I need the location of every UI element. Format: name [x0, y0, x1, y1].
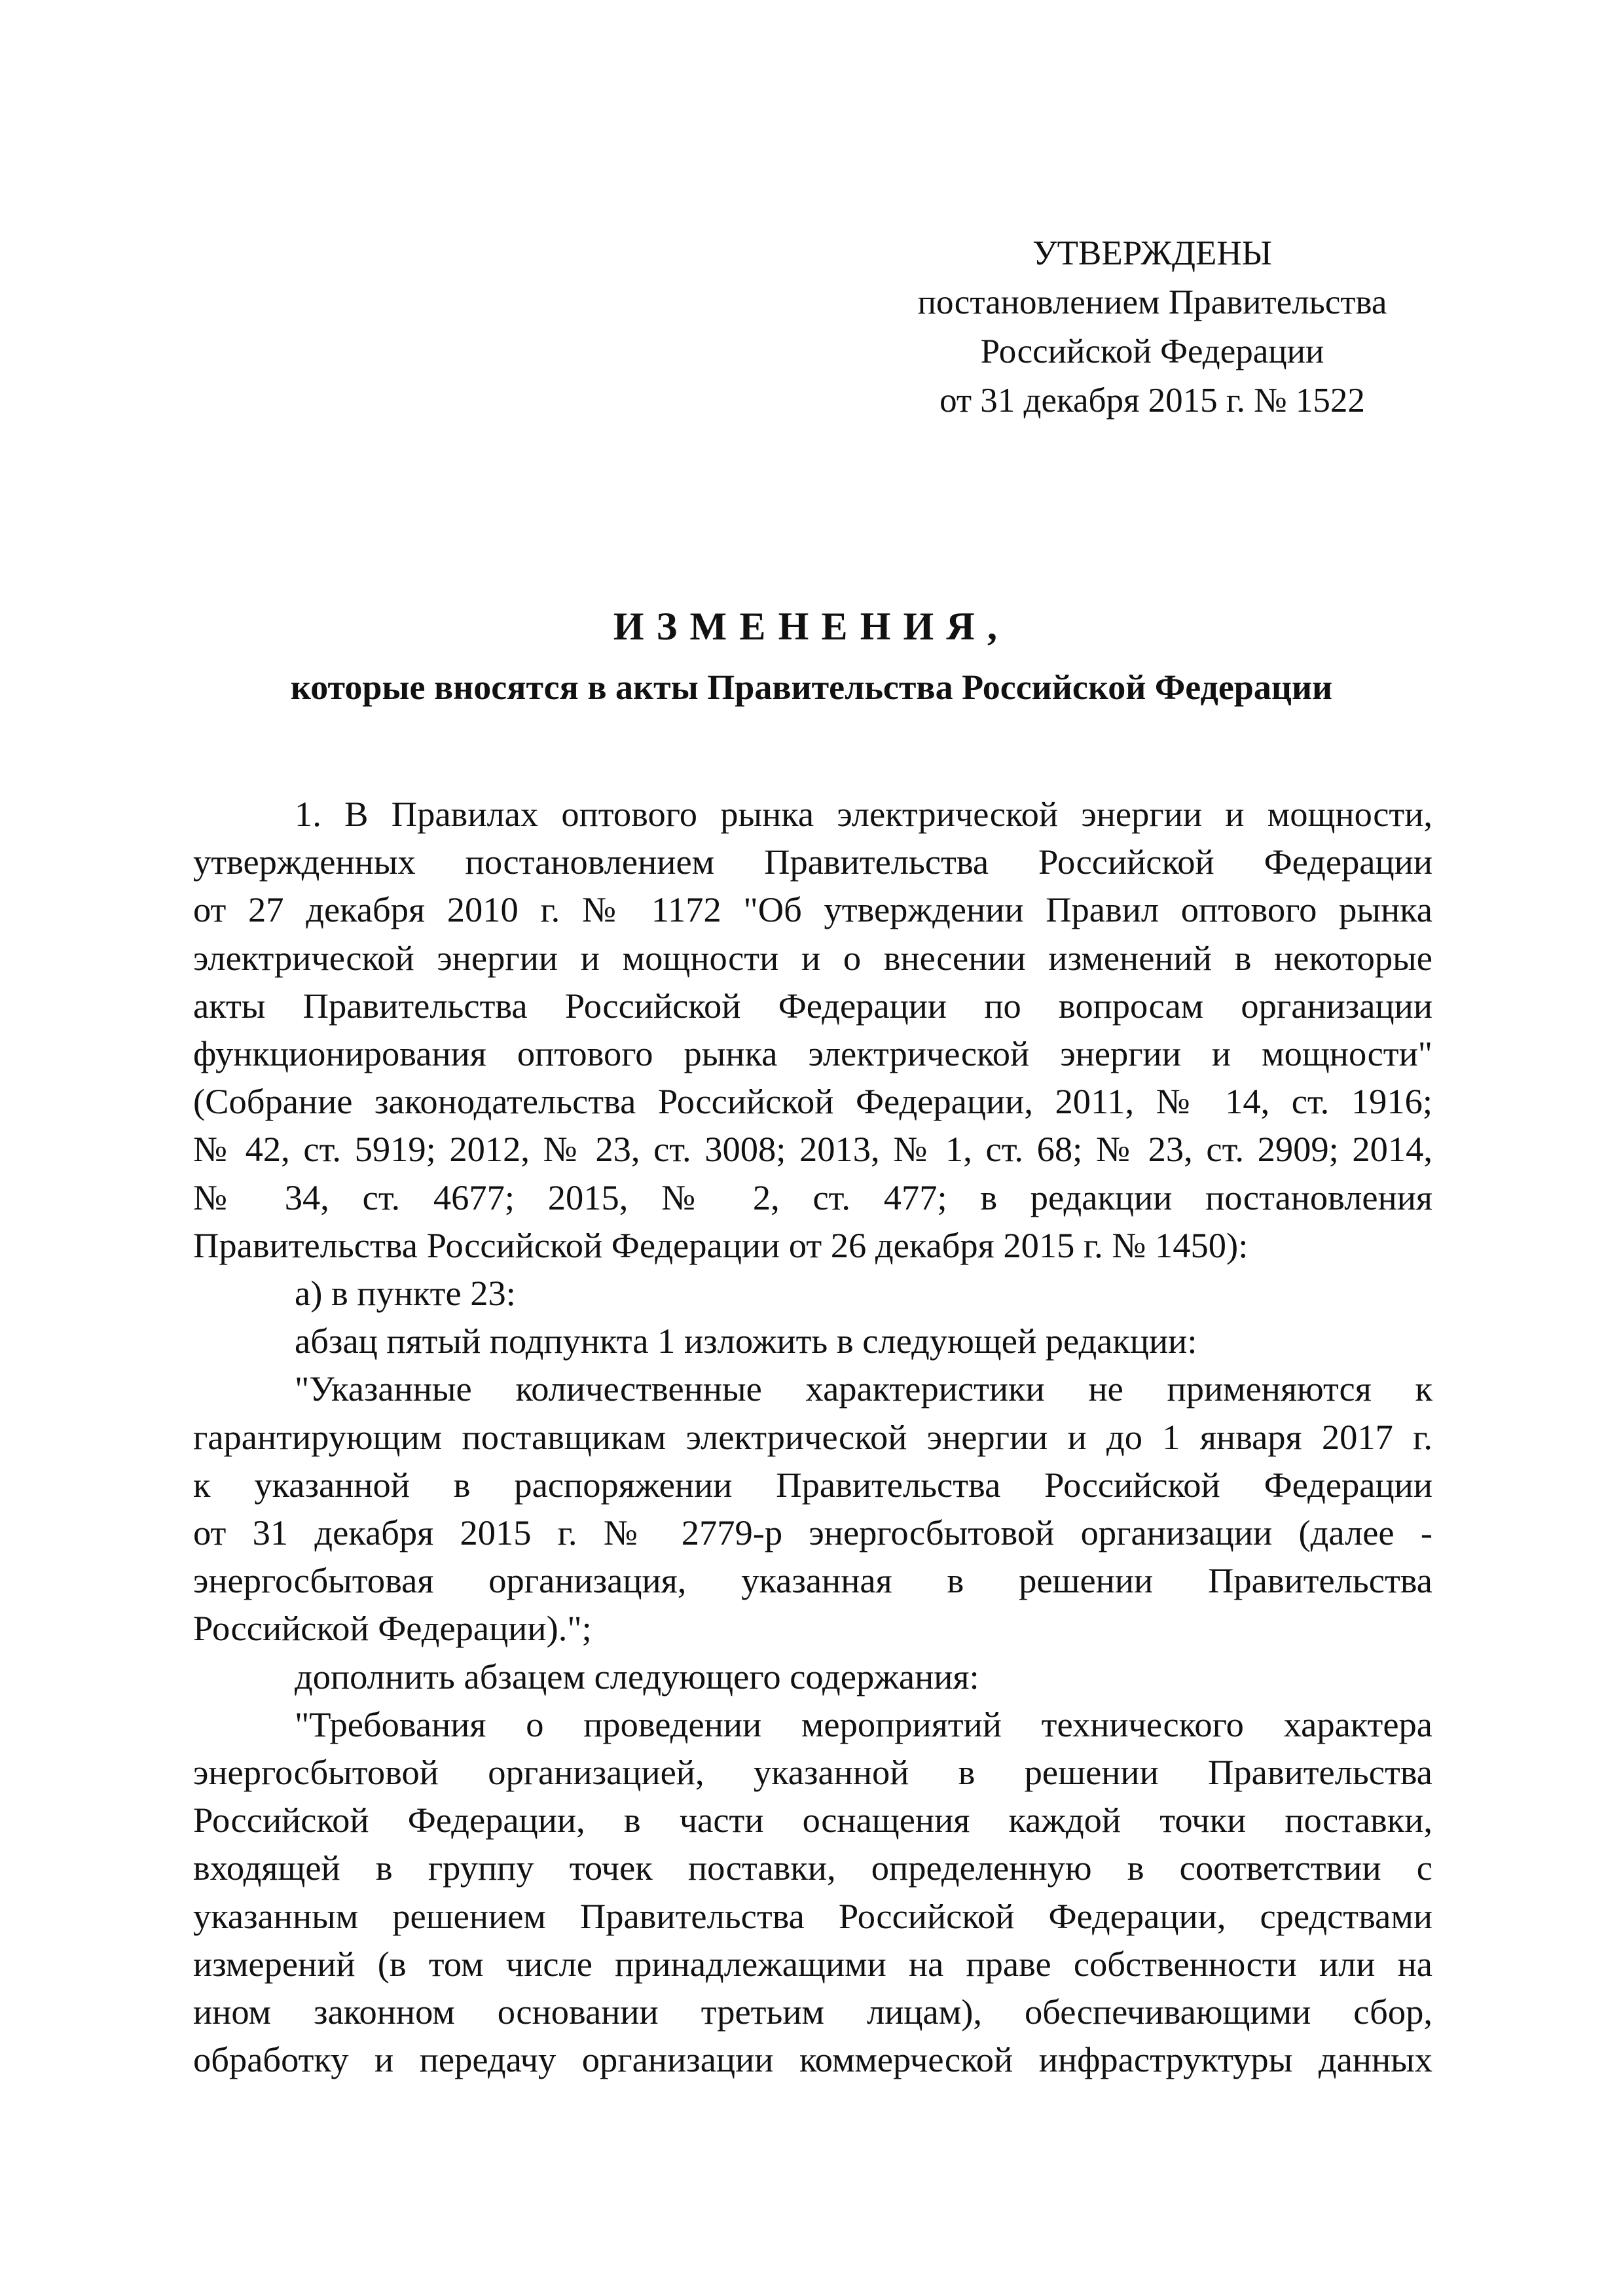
approval-date-number-line: от 31 декабря 2015 г. № 1522: [939, 382, 1365, 420]
text-line: № 42, ст. 5919; 2012, № 23, ст. 3008; 2013, № 1, ст. 68; № 23, ст. 2909; 2014,: [193, 1129, 1432, 1170]
text-line: "Требования о проведении мероприятий технического характера: [295, 1704, 1432, 1744]
text-line: от 27 декабря 2010 г. № 1172 "Об утверждении Правил оптового рынка: [193, 889, 1432, 930]
text-line: энергосбытовая организация, указанная в решении Правительства: [193, 1560, 1432, 1601]
text-line: функционирования оптового рынка электрической энергии и мощности": [193, 1033, 1432, 1074]
paragraph-quoted-requirements: [193, 1700, 1432, 2084]
text-line: "Указанные количественные характеристики не применяются к: [295, 1369, 1432, 1409]
text-line: обработку и передачу организации коммерческой инфраструктуры данных: [193, 2039, 1432, 2080]
approval-government-line: Российской Федерации: [980, 332, 1324, 370]
paragraph-fifth-subparagraph: [193, 1317, 1432, 1365]
document-body: [193, 790, 1432, 2083]
text-line: № 34, ст. 4677; 2015, № 2, ст. 477; в редакции постановления: [193, 1177, 1432, 1217]
text-line: утвержденных постановлением Правительства Российской Федерации: [193, 842, 1432, 882]
text-line: от 31 декабря 2015 г. № 2779-р энергосбытовой организации (далее -: [193, 1513, 1432, 1553]
text-line: указанным решением Правительства Российской Федерации, средствами: [193, 1895, 1432, 1936]
text-line: ином законном основании третьим лицам), обеспечивающими сбор,: [193, 1992, 1432, 2032]
approval-decree-line: постановлением Правительства: [917, 283, 1387, 321]
paragraph-item-a: [193, 1269, 1432, 1317]
text-line: абзац пятый подпункта 1 изложить в следующей редакции:: [295, 1321, 1197, 1361]
paragraph-quoted-characteristics: [193, 1365, 1432, 1652]
text-line: Правительства Российской Федерации от 26 декабря 2015 г. № 1450):: [193, 1225, 1249, 1265]
text-line: (Собрание законодательства Российской Федерации, 2011, № 14, ст. 1916;: [193, 1081, 1432, 1122]
text-line: 1. В Правилах оптового рынка электрической энергии и мощности,: [295, 794, 1432, 834]
text-line: электрической энергии и мощности и о внесении изменений в некоторые: [193, 937, 1432, 978]
paragraph-add-abzac: [193, 1653, 1432, 1700]
text-line: Российской Федерации, в части оснащения каждой точки поставки,: [193, 1800, 1432, 1840]
text-line: измерений (в том числе принадлежащими на праве собственности или на: [193, 1943, 1432, 1984]
text-line: а) в пункте 23:: [295, 1273, 516, 1314]
approval-heading: УТВЕРЖДЕНЫ: [1032, 234, 1272, 272]
text-line: дополнить абзацем следующего содержания:: [295, 1656, 979, 1696]
text-line: гарантирующим поставщикам электрической энергии и до 1 января 2017 г.: [193, 1416, 1432, 1457]
text-line: входящей в группу точек поставки, определенную в соответствии с: [193, 1848, 1432, 1888]
text-line: энергосбытовой организацией, указанной в решении Правительства: [193, 1752, 1432, 1793]
approval-stamp-block: [858, 229, 1447, 425]
paragraph-1-rules-amendment: [193, 790, 1432, 1269]
document-subtitle: которые вносятся в акты Правительства Российской Федерации: [290, 668, 1333, 707]
document-title: ИЗМЕНЕНИЯ,: [613, 605, 1010, 648]
text-line: к указанной в распоряжении Правительства Российской Федерации: [193, 1464, 1432, 1505]
text-line: акты Правительства Российской Федерации по вопросам организации: [193, 985, 1432, 1026]
text-line: Российской Федерации).";: [193, 1608, 592, 1649]
